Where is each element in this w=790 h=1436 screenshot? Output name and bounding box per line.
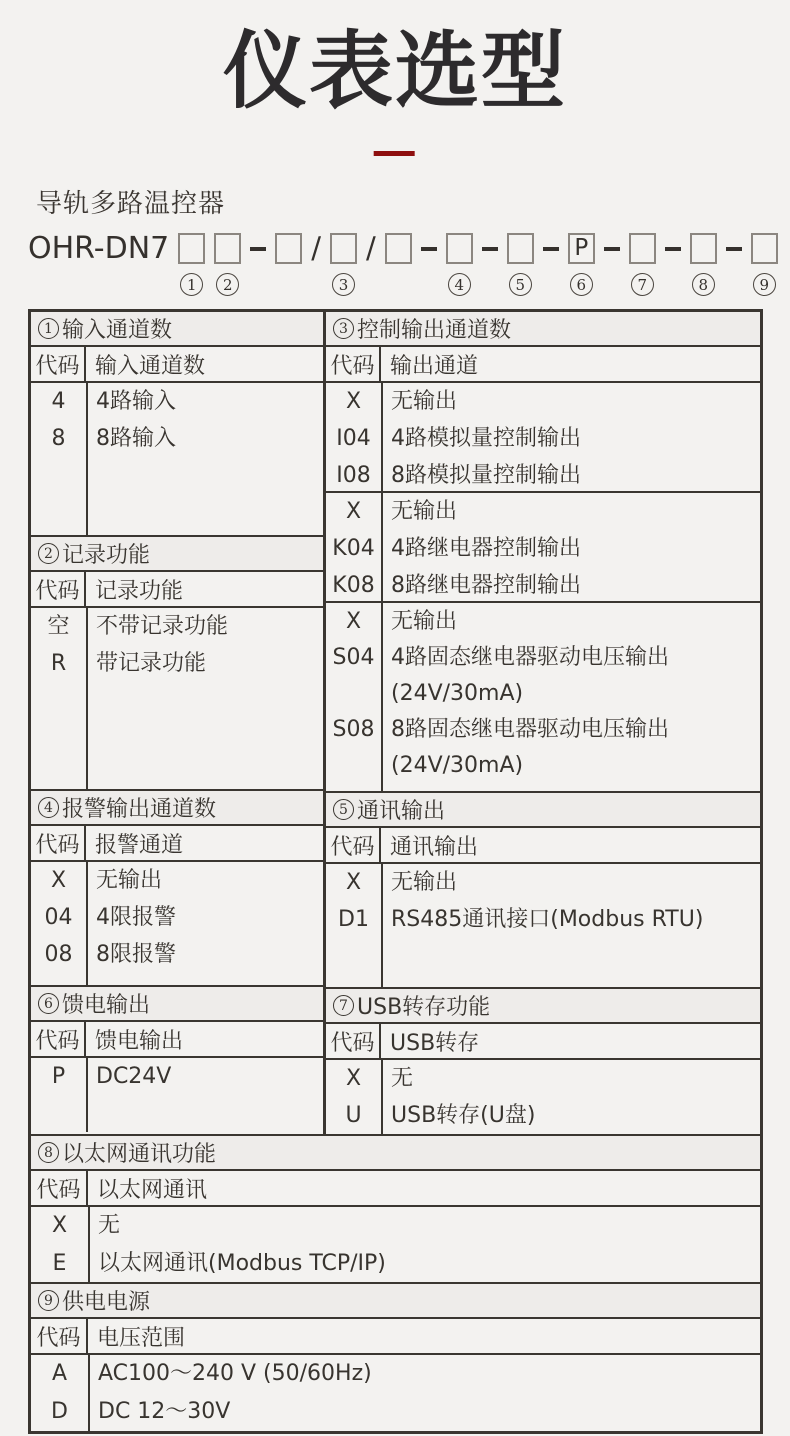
- page-title: 仪表选型: [222, 22, 567, 120]
- section-9: [31, 1282, 760, 1432]
- code-cell: X: [345, 609, 362, 634]
- circled-number-6: 6: [38, 993, 59, 1014]
- desc-cell: 4路输入: [96, 389, 176, 414]
- desc-cell: 无: [98, 1213, 121, 1238]
- section-5-title: [326, 791, 760, 828]
- section-3-header-row: [326, 347, 760, 383]
- section-6-title-text: 馈电输出: [62, 993, 151, 1018]
- desc-cell: 无输出: [96, 868, 163, 893]
- table-row: [326, 1060, 760, 1097]
- code-cell: 08: [44, 942, 73, 967]
- table-row: [31, 608, 323, 645]
- code-cell: X: [345, 1066, 362, 1091]
- table-row: [326, 530, 760, 567]
- table-row: [326, 493, 760, 530]
- circled-number-2: 2: [38, 543, 59, 564]
- code-box-3a: [275, 233, 302, 264]
- two-column-area: [31, 312, 760, 1134]
- position-label-2: 2: [216, 273, 239, 296]
- slash-icon: /: [311, 231, 322, 265]
- section-3-title-text: 控制输出通道数: [357, 318, 512, 343]
- dash-icon: [482, 247, 498, 251]
- section-1-header-row: [31, 347, 323, 383]
- desc-cell: 无输出: [391, 870, 458, 895]
- circled-number-3: 3: [333, 318, 354, 339]
- model-box-4: [446, 231, 473, 296]
- model-box-6: [568, 231, 595, 296]
- circled-number-8: 8: [38, 1142, 59, 1163]
- selection-tables: [28, 309, 763, 1434]
- code-cell: I04: [336, 426, 371, 451]
- code-column-header: 代码: [326, 347, 381, 381]
- code-cell: 04: [44, 905, 73, 930]
- section-9-rows: [31, 1355, 760, 1432]
- section-9-title-text: 供电电源: [62, 1290, 151, 1315]
- dash-separator: [250, 231, 266, 251]
- desc-column-header: 输出通道: [390, 353, 479, 379]
- code-cell: U: [345, 1103, 362, 1128]
- code-cell: S08: [332, 717, 375, 742]
- section-5-title-text: 通讯输出: [357, 799, 446, 824]
- dash-icon: [543, 247, 559, 251]
- desc-cell: 无输出: [391, 609, 458, 634]
- circled-number-4: 4: [38, 797, 59, 818]
- code-box-3b: [330, 233, 357, 264]
- code-box-9: [751, 233, 778, 264]
- model-prefix-unit: [28, 231, 169, 266]
- code-box-3c: [385, 233, 412, 264]
- circled-number-7: 7: [333, 995, 354, 1016]
- desc-cell: 8路继电器控制输出: [391, 573, 581, 598]
- table-row: [31, 1355, 760, 1393]
- section-9-header-row: [31, 1319, 760, 1355]
- circled-number-5: 5: [333, 799, 354, 820]
- code-box-5: [507, 233, 534, 264]
- section-9-title: [31, 1282, 760, 1319]
- section-3-group-relay: [326, 493, 760, 603]
- model-box-3b: [330, 231, 357, 296]
- desc-cell: DC24V: [96, 1064, 172, 1089]
- code-box-1: [178, 233, 205, 264]
- desc-cell: 不带记录功能: [96, 614, 229, 639]
- section-2-title-text: 记录功能: [62, 543, 151, 568]
- code-column-header: 代码: [326, 828, 381, 862]
- dash-separator: [604, 231, 620, 251]
- table-row: [326, 712, 760, 784]
- code-cell: 4: [51, 389, 66, 414]
- desc-column-header: 以太网通讯: [97, 1177, 208, 1203]
- desc-cell: DC 12～30V: [98, 1399, 231, 1424]
- dash-separator: [543, 231, 559, 251]
- code-cell: P: [51, 1064, 66, 1089]
- table-row: [326, 383, 760, 420]
- code-cell: 8: [51, 426, 66, 451]
- model-box-3a: [275, 231, 302, 264]
- section-3-group-analog: [326, 383, 760, 493]
- circled-number-1: 1: [38, 318, 59, 339]
- dash-separator: [665, 231, 681, 251]
- table-row: [326, 864, 760, 901]
- desc-cell: 4路继电器控制输出: [391, 536, 581, 561]
- code-column-header: 代码: [31, 572, 86, 606]
- code-box-4: [446, 233, 473, 264]
- desc-cell: [381, 712, 760, 784]
- code-column-header: 代码: [31, 1319, 88, 1353]
- section-2-header-row: [31, 572, 323, 608]
- section-6-header-row: [31, 1022, 323, 1058]
- table-row: [31, 383, 323, 420]
- desc-cell: 无输出: [391, 499, 458, 524]
- code-cell: K08: [332, 573, 375, 598]
- desc-column-header: 记录功能: [95, 578, 184, 604]
- dash-separator: [726, 231, 742, 251]
- section-8-title: [31, 1134, 760, 1171]
- table-row: [31, 899, 323, 936]
- section-8-rows: [31, 1207, 760, 1282]
- desc-line-2: (24V/30mA): [391, 753, 524, 778]
- desc-column-header: 通讯输出: [390, 834, 479, 860]
- desc-cell: 无输出: [391, 389, 458, 414]
- position-label-7: 7: [631, 273, 654, 296]
- position-label-9: 9: [753, 273, 776, 296]
- section-3-title: [326, 312, 760, 347]
- table-row: [31, 862, 323, 899]
- desc-column-header: USB转存: [390, 1030, 480, 1056]
- slash-separator: [311, 231, 321, 265]
- desc-line-2: (24V/30mA): [391, 681, 524, 706]
- table-row: [31, 936, 323, 973]
- table-row: [326, 1097, 760, 1134]
- position-label-5: 5: [509, 273, 532, 296]
- table-row: [31, 1058, 323, 1095]
- table-row: [326, 901, 760, 938]
- code-cell: S04: [332, 645, 375, 670]
- table-row: [31, 1393, 760, 1431]
- model-box-2: [214, 231, 241, 296]
- code-column-header: 代码: [31, 826, 86, 860]
- red-accent-divider: [374, 151, 415, 156]
- table-row: [326, 457, 760, 494]
- model-box-9: [751, 231, 778, 296]
- section-1-title-text: 输入通道数: [62, 318, 173, 343]
- section-4-header-row: [31, 826, 323, 862]
- code-column-header: 代码: [31, 1022, 86, 1056]
- section-2-title: [31, 535, 323, 572]
- position-label-3: 3: [332, 273, 355, 296]
- code-box-2: [214, 233, 241, 264]
- code-box-8: [690, 233, 717, 264]
- model-box-5: [507, 231, 534, 296]
- code-cell: A: [51, 1361, 68, 1386]
- slash-icon: /: [366, 231, 376, 265]
- desc-cell: 8限报警: [96, 942, 176, 967]
- code-cell: K04: [332, 536, 375, 561]
- section-7-rows: [326, 1060, 760, 1134]
- code-box-7: [629, 233, 656, 264]
- table-row: [31, 1245, 760, 1283]
- model-box-8: [690, 231, 717, 296]
- section-6-rows: [31, 1058, 323, 1132]
- desc-cell: 8路模拟量控制输出: [391, 463, 581, 488]
- desc-column-header: 电压范围: [97, 1325, 186, 1351]
- desc-line-1: 8路固态继电器驱动电压输出: [391, 717, 669, 742]
- code-box-6-P: P: [568, 233, 595, 264]
- dash-icon: [726, 247, 742, 251]
- code-cell: X: [345, 389, 362, 414]
- code-cell: X: [345, 870, 362, 895]
- table-row: [31, 420, 323, 457]
- table-row: [31, 645, 323, 682]
- section-2-rows: [31, 608, 323, 789]
- model-box-1: [178, 231, 205, 296]
- desc-column-header: 输入通道数: [95, 353, 206, 379]
- model-number-line: [28, 231, 778, 296]
- circled-number-9: 9: [38, 1290, 59, 1311]
- dash-icon: [421, 247, 437, 251]
- section-8-header-row: [31, 1171, 760, 1207]
- section-7-title-text: USB转存功能: [357, 995, 491, 1020]
- desc-cell: 带记录功能: [96, 651, 207, 676]
- table-row: [326, 567, 760, 604]
- slash-separator: [366, 231, 376, 265]
- position-label-8: 8: [692, 273, 715, 296]
- dash-icon: [250, 247, 266, 251]
- left-column: [31, 312, 326, 1134]
- section-5-header-row: [326, 828, 760, 864]
- section-7-title: [326, 987, 760, 1024]
- code-cell: I08: [336, 463, 371, 488]
- desc-line-1: 4路固态继电器驱动电压输出: [391, 645, 669, 670]
- dash-separator: [482, 231, 498, 251]
- section-3-group-ssr: [326, 603, 760, 791]
- dash-separator: [421, 231, 437, 251]
- code-column-header: 代码: [31, 1171, 88, 1205]
- section-6-title: [31, 985, 323, 1022]
- section-8: [31, 1134, 760, 1282]
- position-label-6: 6: [570, 273, 593, 296]
- code-column-header: 代码: [326, 1024, 381, 1058]
- section-4-title-text: 报警输出通道数: [62, 797, 217, 822]
- table-row: [31, 1207, 760, 1245]
- desc-cell: 无: [391, 1066, 414, 1091]
- desc-cell: 4限报警: [96, 905, 176, 930]
- desc-column-header: 报警通道: [95, 832, 184, 858]
- desc-cell: AC100～240 V (50/60Hz): [98, 1361, 372, 1386]
- code-cell: D1: [338, 907, 369, 932]
- code-cell: X: [345, 499, 362, 524]
- code-cell: 空: [47, 614, 70, 639]
- model-box-7: [629, 231, 656, 296]
- table-row: [326, 640, 760, 712]
- position-label-1: 1: [180, 273, 203, 296]
- code-cell: D: [51, 1399, 68, 1424]
- right-column: [326, 312, 760, 1134]
- code-cell: E: [52, 1251, 67, 1276]
- section-5-rows: [326, 864, 760, 987]
- section-8-title-text: 以太网通讯功能: [62, 1142, 217, 1167]
- dash-icon: [665, 247, 681, 251]
- section-4-rows: [31, 862, 323, 985]
- desc-cell: RS485通讯接口(Modbus RTU): [391, 907, 704, 932]
- dash-icon: [604, 247, 620, 251]
- desc-cell: 8路输入: [96, 426, 176, 451]
- section-1-title: [31, 312, 323, 347]
- code-cell: R: [50, 651, 67, 676]
- section-4-title: [31, 789, 323, 826]
- model-box-3c: [385, 231, 412, 264]
- code-column-header: 代码: [31, 347, 86, 381]
- section-7-header-row: [326, 1024, 760, 1060]
- code-cell: X: [51, 1213, 68, 1238]
- desc-cell: 4路模拟量控制输出: [391, 426, 581, 451]
- desc-cell: [381, 640, 760, 712]
- desc-column-header: 馈电输出: [95, 1028, 184, 1054]
- desc-cell: 以太网通讯(Modbus TCP/IP): [98, 1251, 386, 1276]
- table-row: [326, 603, 760, 640]
- section-1-rows: [31, 383, 323, 535]
- code-cell: X: [50, 868, 67, 893]
- table-row: [326, 420, 760, 457]
- model-prefix: OHR-DN7: [28, 231, 170, 266]
- product-subtitle: 导轨多路温控器: [36, 189, 226, 219]
- position-label-4: 4: [448, 273, 471, 296]
- desc-cell: USB转存(U盘): [391, 1103, 536, 1128]
